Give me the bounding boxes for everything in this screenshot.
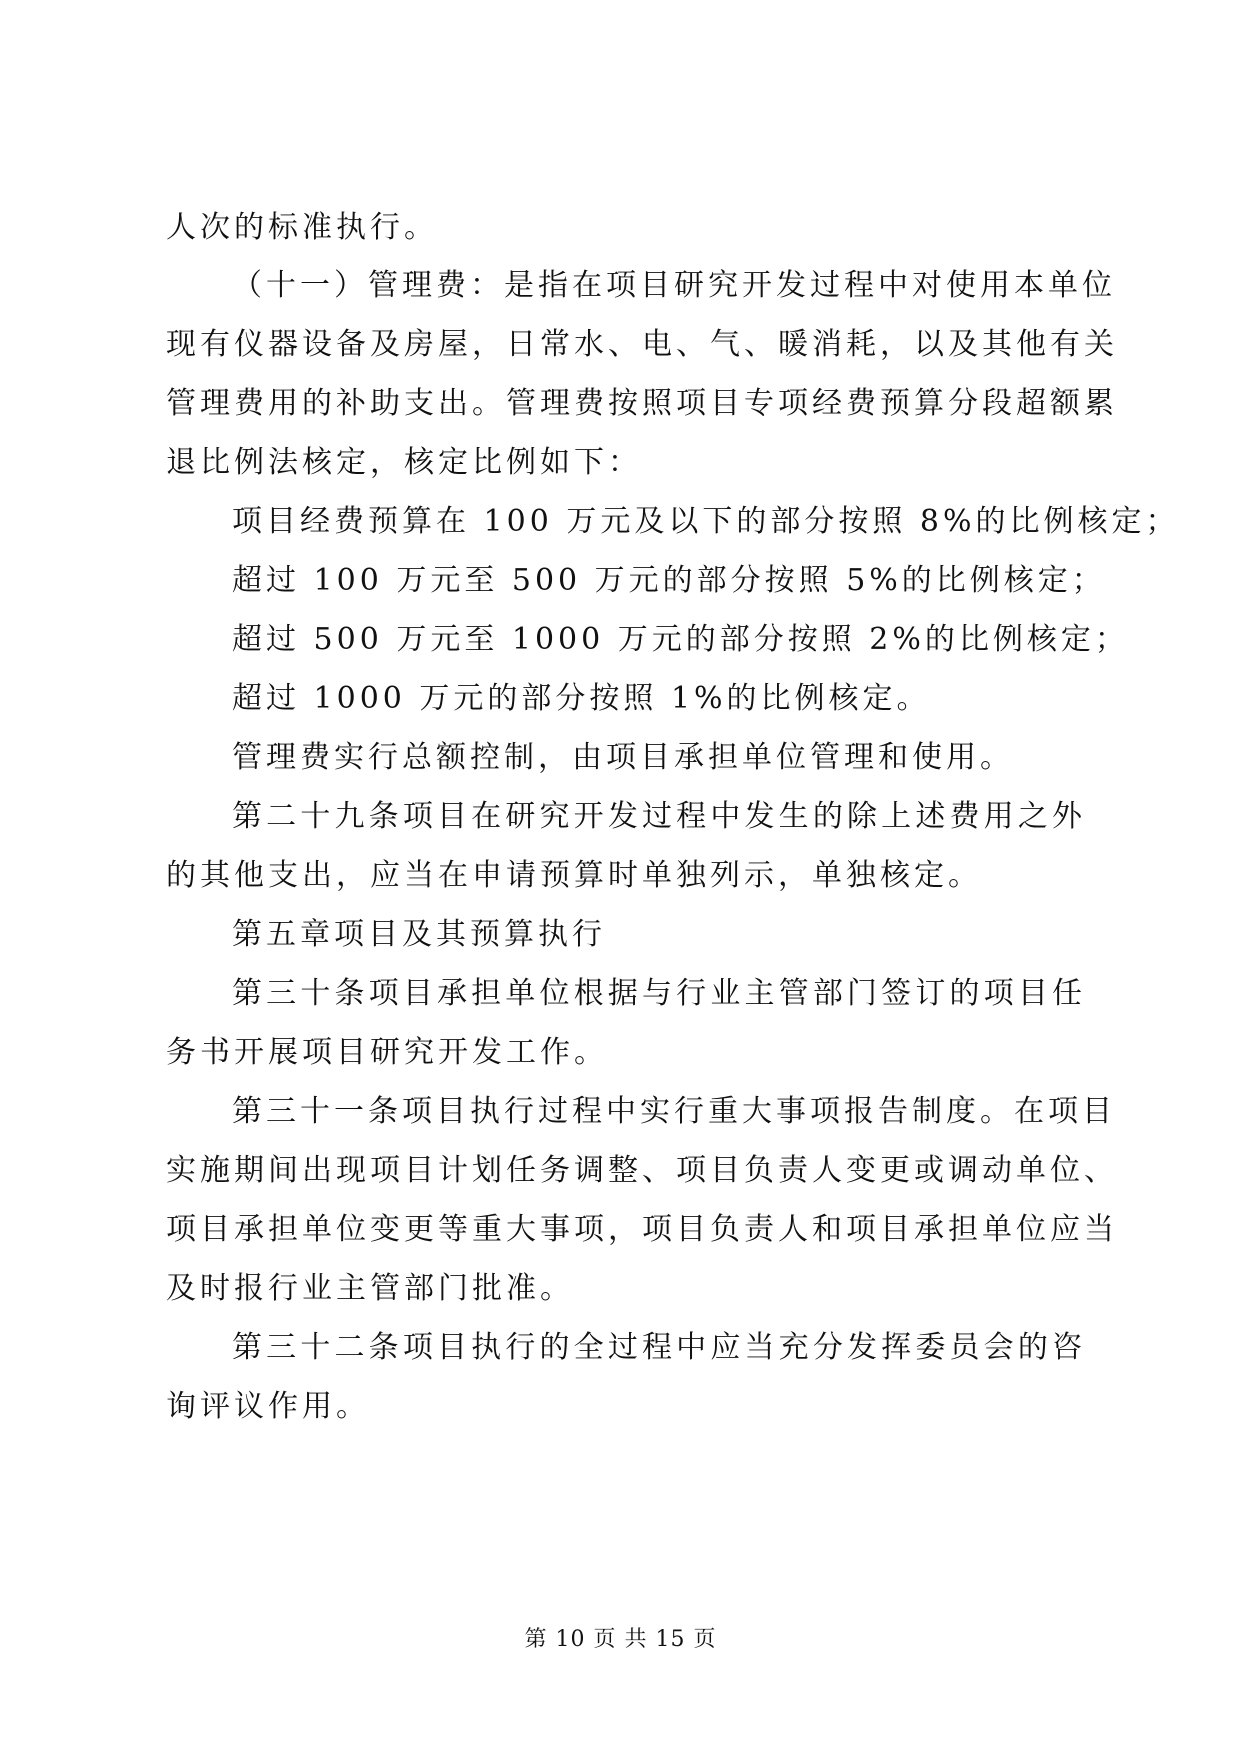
text-line: 第三十一条项目执行过程中实行重大事项报告制度。在项目 — [232, 1094, 1116, 1129]
page-number-footer: 第 10 页 共 15 页 — [524, 1627, 717, 1652]
text-line: 实施期间出现项目计划任务调整、项目负责人变更或调动单位、 — [166, 1153, 1118, 1188]
text-line: 项目经费预算在 100 万元及以下的部分按照 8%的比例核定； — [232, 504, 1180, 539]
text-line: 务书开展项目研究开发工作。 — [166, 1035, 608, 1070]
text-line: 人次的标准执行。 — [166, 210, 438, 245]
text-line: （十一）管理费：是指在项目研究开发过程中对使用本单位 — [232, 268, 1116, 303]
text-line: 超过 500 万元至 1000 万元的部分按照 2%的比例核定； — [232, 622, 1129, 657]
section-heading: 第五章项目及其预算执行 — [232, 917, 606, 952]
text-line: 项目承担单位变更等重大事项，项目负责人和项目承担单位应当 — [166, 1212, 1118, 1247]
text-line: 的其他支出，应当在申请预算时单独列示，单独核定。 — [166, 858, 982, 893]
text-line: 第三十二条项目执行的全过程中应当充分发挥委员会的咨 — [232, 1330, 1086, 1365]
text-line: 询评议作用。 — [166, 1389, 370, 1424]
text-line: 超过 100 万元至 500 万元的部分按照 5%的比例核定； — [232, 563, 1106, 598]
text-line: 超过 1000 万元的部分按照 1%的比例核定。 — [232, 681, 931, 716]
text-line: 第二十九条项目在研究开发过程中发生的除上述费用之外 — [232, 799, 1086, 834]
text-line: 现有仪器设备及房屋，日常水、电、气、暖消耗，以及其他有关 — [166, 327, 1118, 362]
text-line: 管理费实行总额控制，由项目承担单位管理和使用。 — [232, 740, 1014, 775]
text-line: 第三十条项目承担单位根据与行业主管部门签订的项目任 — [232, 976, 1086, 1011]
text-line: 管理费用的补助支出。管理费按照项目专项经费预算分段超额累 — [166, 386, 1118, 421]
text-line: 退比例法核定，核定比例如下： — [166, 445, 642, 480]
text-line: 及时报行业主管部门批准。 — [166, 1271, 574, 1306]
